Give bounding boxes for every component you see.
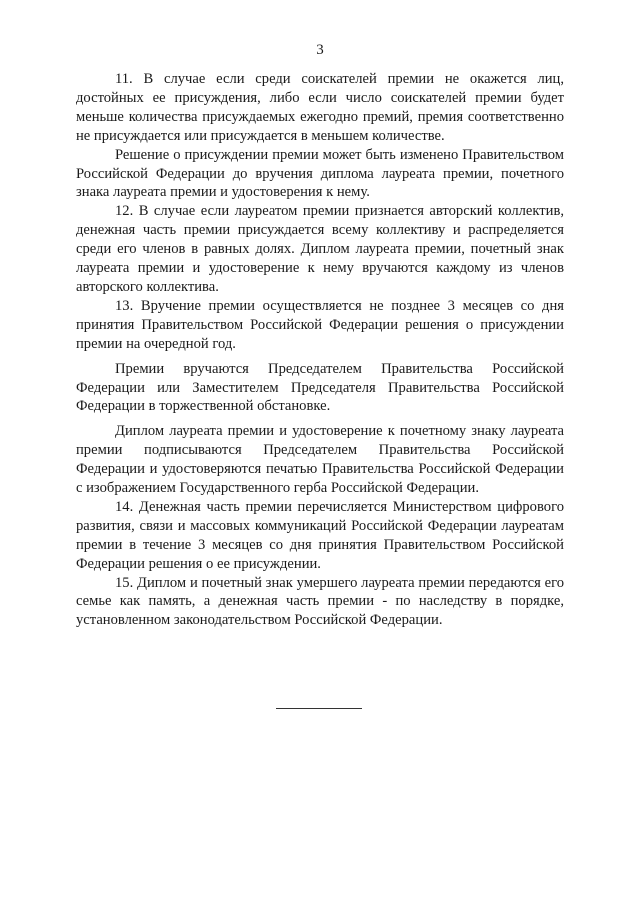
paragraph-13-diploma: Диплом лауреата премии и удостоверение к почетному знаку лауреата премии подписываются Председателем Правительства Российской Федерации и удостоверяются печатью Правительства Российской Федерации с изображением Государственного герба Российской Федерации. — [76, 423, 564, 497]
document-body — [76, 70, 564, 630]
paragraph-15: 15. Диплом и почетный знак умершего лауреата премии передаются его семье как память, а денежная часть премии - по наследству в порядке, установленном законодательством Российской Федерации. — [76, 574, 564, 629]
page-number: 3 — [316, 42, 324, 58]
paragraph-13-awarding: Премии вручаются Председателем Правительства Российской Федерации или Заместителем Председателя Правительства Российской Федерации в торжественной обстановке. — [76, 360, 564, 415]
paragraph-12: 12. В случае если лауреатом премии признается авторский коллектив, денежная часть премии присуждается всему коллективу и распределяется среди его членов в равных долях. Диплом лауреата премии, почетный знак лауреата премии и удостоверение к нему вручаются каждому из членов авторского коллектива. — [76, 203, 564, 295]
paragraph-11-decision: Решение о присуждении премии может быть изменено Правительством Российской Федерации до вручения диплома лауреата премии, почетного знака лауреата премии и удостоверения к нему. — [76, 146, 564, 201]
paragraph-13: 13. Вручение премии осуществляется не позднее 3 месяцев со дня принятия Правительством Российской Федерации решения о присуждении премии на очередной год. — [76, 297, 564, 352]
end-of-document-rule — [276, 708, 362, 709]
paragraph-11: 11. В случае если среди соискателей премии не окажется лиц, достойных ее присуждения, либо если число соискателей премии будет меньше количества присуждаемых ежегодно премий, премия соответственно не присуждается или присуждается в меньшем количестве. — [76, 71, 564, 144]
paragraph-14: 14. Денежная часть премии перечисляется Министерством цифрового развития, связи и массовых коммуникаций Российской Федерации лауреатам премии в течение 3 месяцев со дня принятия Правительством Российской Федерации решения о ее присуждении. — [76, 498, 564, 572]
